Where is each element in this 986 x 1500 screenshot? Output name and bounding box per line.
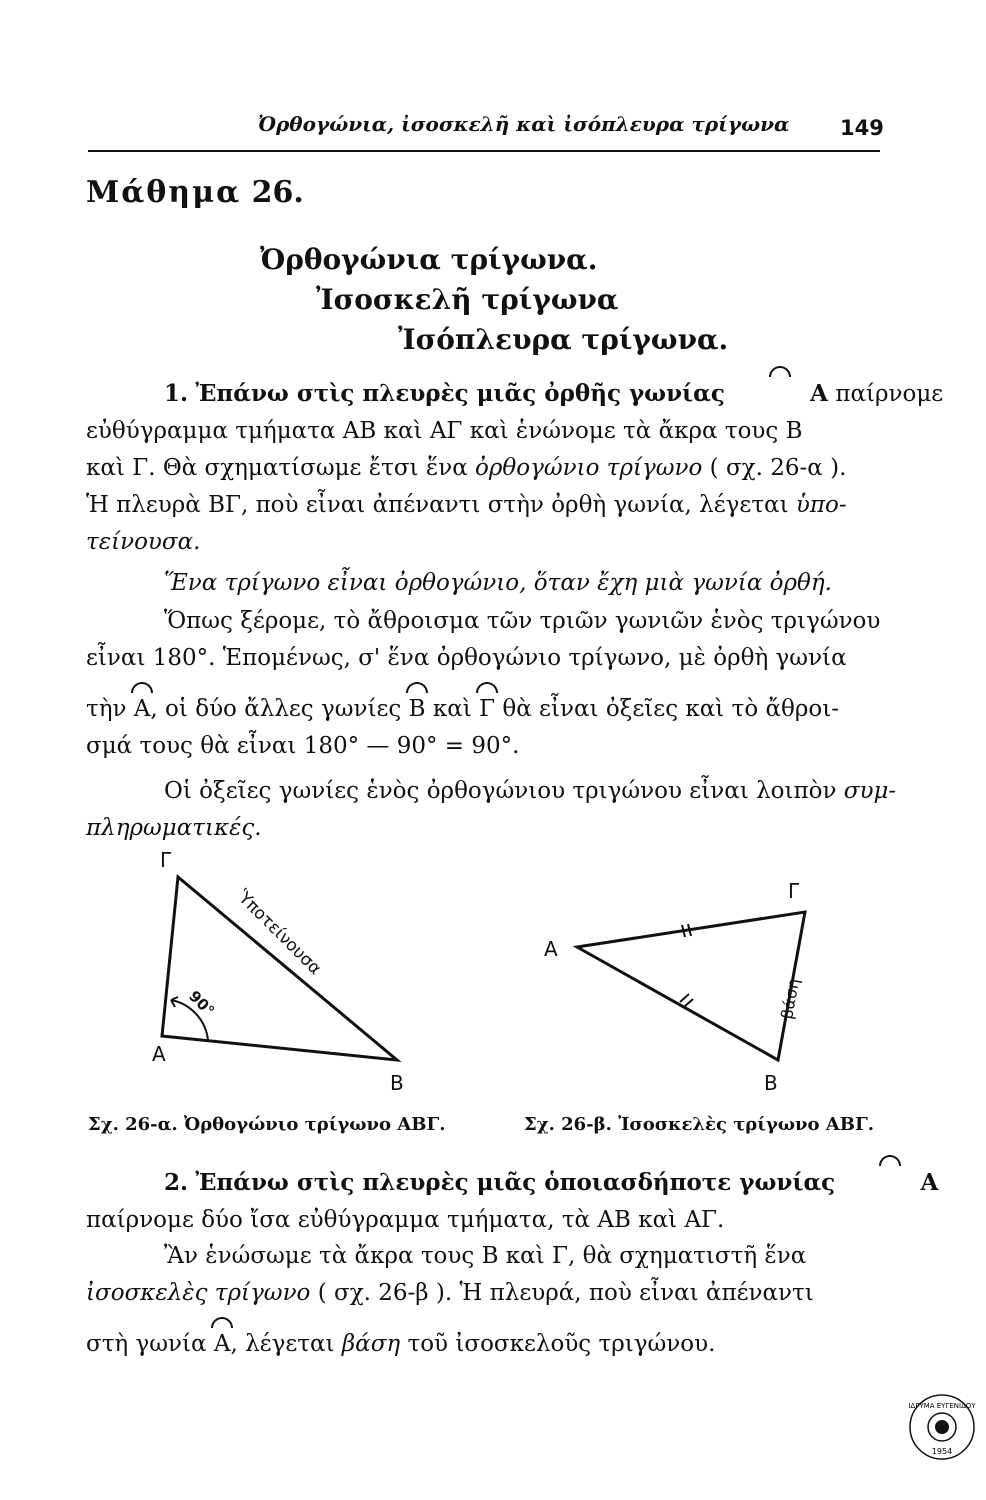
right-triangle-shape xyxy=(162,877,397,1060)
base-label: βάση xyxy=(777,976,804,1021)
section-title-right-triangles: Ὀρθογώνια τρίγωνα. xyxy=(260,243,598,276)
angle-g-symbol: Γ xyxy=(479,691,495,728)
vertex-g-label: Γ xyxy=(788,879,800,903)
paragraph-3 xyxy=(86,773,897,847)
para2-line4: σμά τους θὰ εἶναι 180° — 90° = 90°. xyxy=(86,733,520,759)
paragraph-2 xyxy=(86,603,886,677)
stamp-text: ΙΔΡΥΜΑ ΕΥΓΕΝΙΔΟΥ xyxy=(908,1402,976,1410)
angle-b-symbol: B xyxy=(409,691,426,728)
para2-line2: εἶναι 180°. Ἑπομένως, σ' ἕνα ὀρθογώνιο τρίγωνο, μὲ ὀρθὴ γωνία xyxy=(86,645,847,671)
definition xyxy=(86,565,886,602)
para1-line3-pre: καὶ Γ. Θὰ σχηματίσωμε ἔτσι ἕνα xyxy=(86,455,476,481)
para4-line2: παίρνομε δύο ἴσα εὐθύγραμμα τμήματα, τὰ AB καὶ AΓ. xyxy=(86,1207,725,1233)
header-rule xyxy=(88,150,880,152)
para2-line3-b: , οἱ δύο ἄλλες γωνίες xyxy=(150,696,409,722)
term-complementary-part1: συμ- xyxy=(843,778,897,804)
para1-line2: εὐθύγραμμα τμήματα AB καὶ AΓ καὶ ἑνώνομε τὰ ἄκρα τους B xyxy=(86,418,803,444)
angle-90-label: 90° xyxy=(185,987,218,1020)
para3-line1-pre: Οἱ ὀξεῖες γωνίες ἑνὸς ὀρθογώνιου τριγώνου εἶναι λοιπὸν xyxy=(164,778,844,804)
angle-a-symbol: A xyxy=(732,375,828,412)
angle-a-symbol: A xyxy=(134,691,151,728)
term-hypotenuse-part2: τείνουσα. xyxy=(86,529,201,555)
definition-text: Ἕνα τρίγωνο εἶναι ὀρθογώνιο, ὅταν ἔχη μιὰ γωνία ὀρθή. xyxy=(164,570,832,596)
para2-line3-d: θὰ εἶναι ὀξεῖες καὶ τὸ ἄθροι- xyxy=(495,696,840,722)
section-title-equilateral: Ἰσόπλευρα τρίγωνα. xyxy=(398,323,729,356)
paragraph-5-cont xyxy=(86,1326,886,1363)
para5-line3-pre: στὴ γωνία xyxy=(86,1331,214,1357)
term-hypotenuse-part1: ὑπο- xyxy=(795,492,847,518)
vertex-a-label: A xyxy=(152,1042,166,1066)
para1-rest: παίρνομε xyxy=(835,381,944,407)
section-title-isosceles: Ἰσοσκελῆ τρίγωνα xyxy=(316,283,619,316)
vertex-b-label: B xyxy=(390,1071,404,1095)
figure-isosceles-triangle xyxy=(530,870,830,1100)
para4-lead: Ἐπάνω στὶς πλευρὲς μιᾶς ὁποιασδήποτε γωνίας xyxy=(195,1169,836,1196)
lesson-number: 26. xyxy=(251,175,304,210)
paragraph-5 xyxy=(86,1238,886,1312)
lesson-heading xyxy=(86,175,304,210)
para5-line1: Ἂν ἑνώσωμε τὰ ἄκρα τους B καὶ Γ, θὰ σχηματιστῆ ἕνα xyxy=(164,1243,807,1269)
para2-line3-a: τὴν xyxy=(86,696,134,722)
caption-figure-b: Σχ. 26-β. Ἰσοσκελὲς τρίγωνο ABΓ. xyxy=(524,1114,874,1135)
angle-a-symbol: A xyxy=(214,1326,231,1363)
stamp-emblem-icon xyxy=(935,1420,949,1434)
paragraph-1 xyxy=(86,375,944,561)
angle-a-symbol: A xyxy=(842,1164,938,1201)
para5-line2-post: ( σχ. 26-β ). Ἡ πλευρά, ποὺ εἶναι ἀπέναντι xyxy=(310,1280,814,1306)
term-complementary-part2: πληρωματικές. xyxy=(86,815,262,841)
paragraph-4 xyxy=(86,1164,939,1239)
para4-number: 2. xyxy=(164,1169,189,1196)
para5-line3-post: τοῦ ἰσοσκελοῦς τριγώνου. xyxy=(400,1331,716,1357)
page-number: 149 xyxy=(840,116,884,140)
para2-line3-c: καὶ xyxy=(425,696,480,722)
stamp-year: 1954 xyxy=(931,1447,953,1456)
caption-figure-a: Σχ. 26-α. Ὀρθογώνιο τρίγωνο ABΓ. xyxy=(88,1114,446,1135)
vertex-b-label: B xyxy=(764,1071,778,1095)
foundation-stamp xyxy=(907,1392,977,1462)
paragraph-2-cont xyxy=(86,691,886,765)
term-base: βάση xyxy=(341,1331,401,1357)
term-isosceles-triangle: ἰσοσκελὲς τρίγωνο xyxy=(86,1280,311,1306)
running-header: Ὀρθογώνια, ἰσοσκελῆ καὶ ἰσόπλευρα τρίγωνα xyxy=(258,112,790,136)
vertex-g-label: Γ xyxy=(160,848,172,872)
lesson-label: Μάθημα xyxy=(86,175,242,210)
para1-line3-post: ( σχ. 26-α ). xyxy=(702,455,847,481)
para5-line3-mid: , λέγεται xyxy=(230,1331,342,1357)
vertex-a-label: A xyxy=(544,937,558,961)
para1-lead: Ἐπάνω στὶς πλευρὲς μιᾶς ὀρθῆς γωνίας xyxy=(195,380,725,407)
figure-right-triangle xyxy=(140,840,440,1100)
term-right-triangle: ὀρθογώνιο τρίγωνο xyxy=(475,455,703,481)
hypotenuse-label: Ὑποτείνουσα xyxy=(232,886,325,979)
para1-line4-pre: Ἡ πλευρὰ BΓ, ποὺ εἶναι ἀπέναντι στὴν ὀρθὴ γωνία, λέγεται xyxy=(86,492,796,518)
para1-number: 1. xyxy=(164,380,189,407)
para2-line1: Ὅπως ξέρομε, τὸ ἄθροισμα τῶν τριῶν γωνιῶν ἑνὸς τριγώνου xyxy=(164,608,881,634)
